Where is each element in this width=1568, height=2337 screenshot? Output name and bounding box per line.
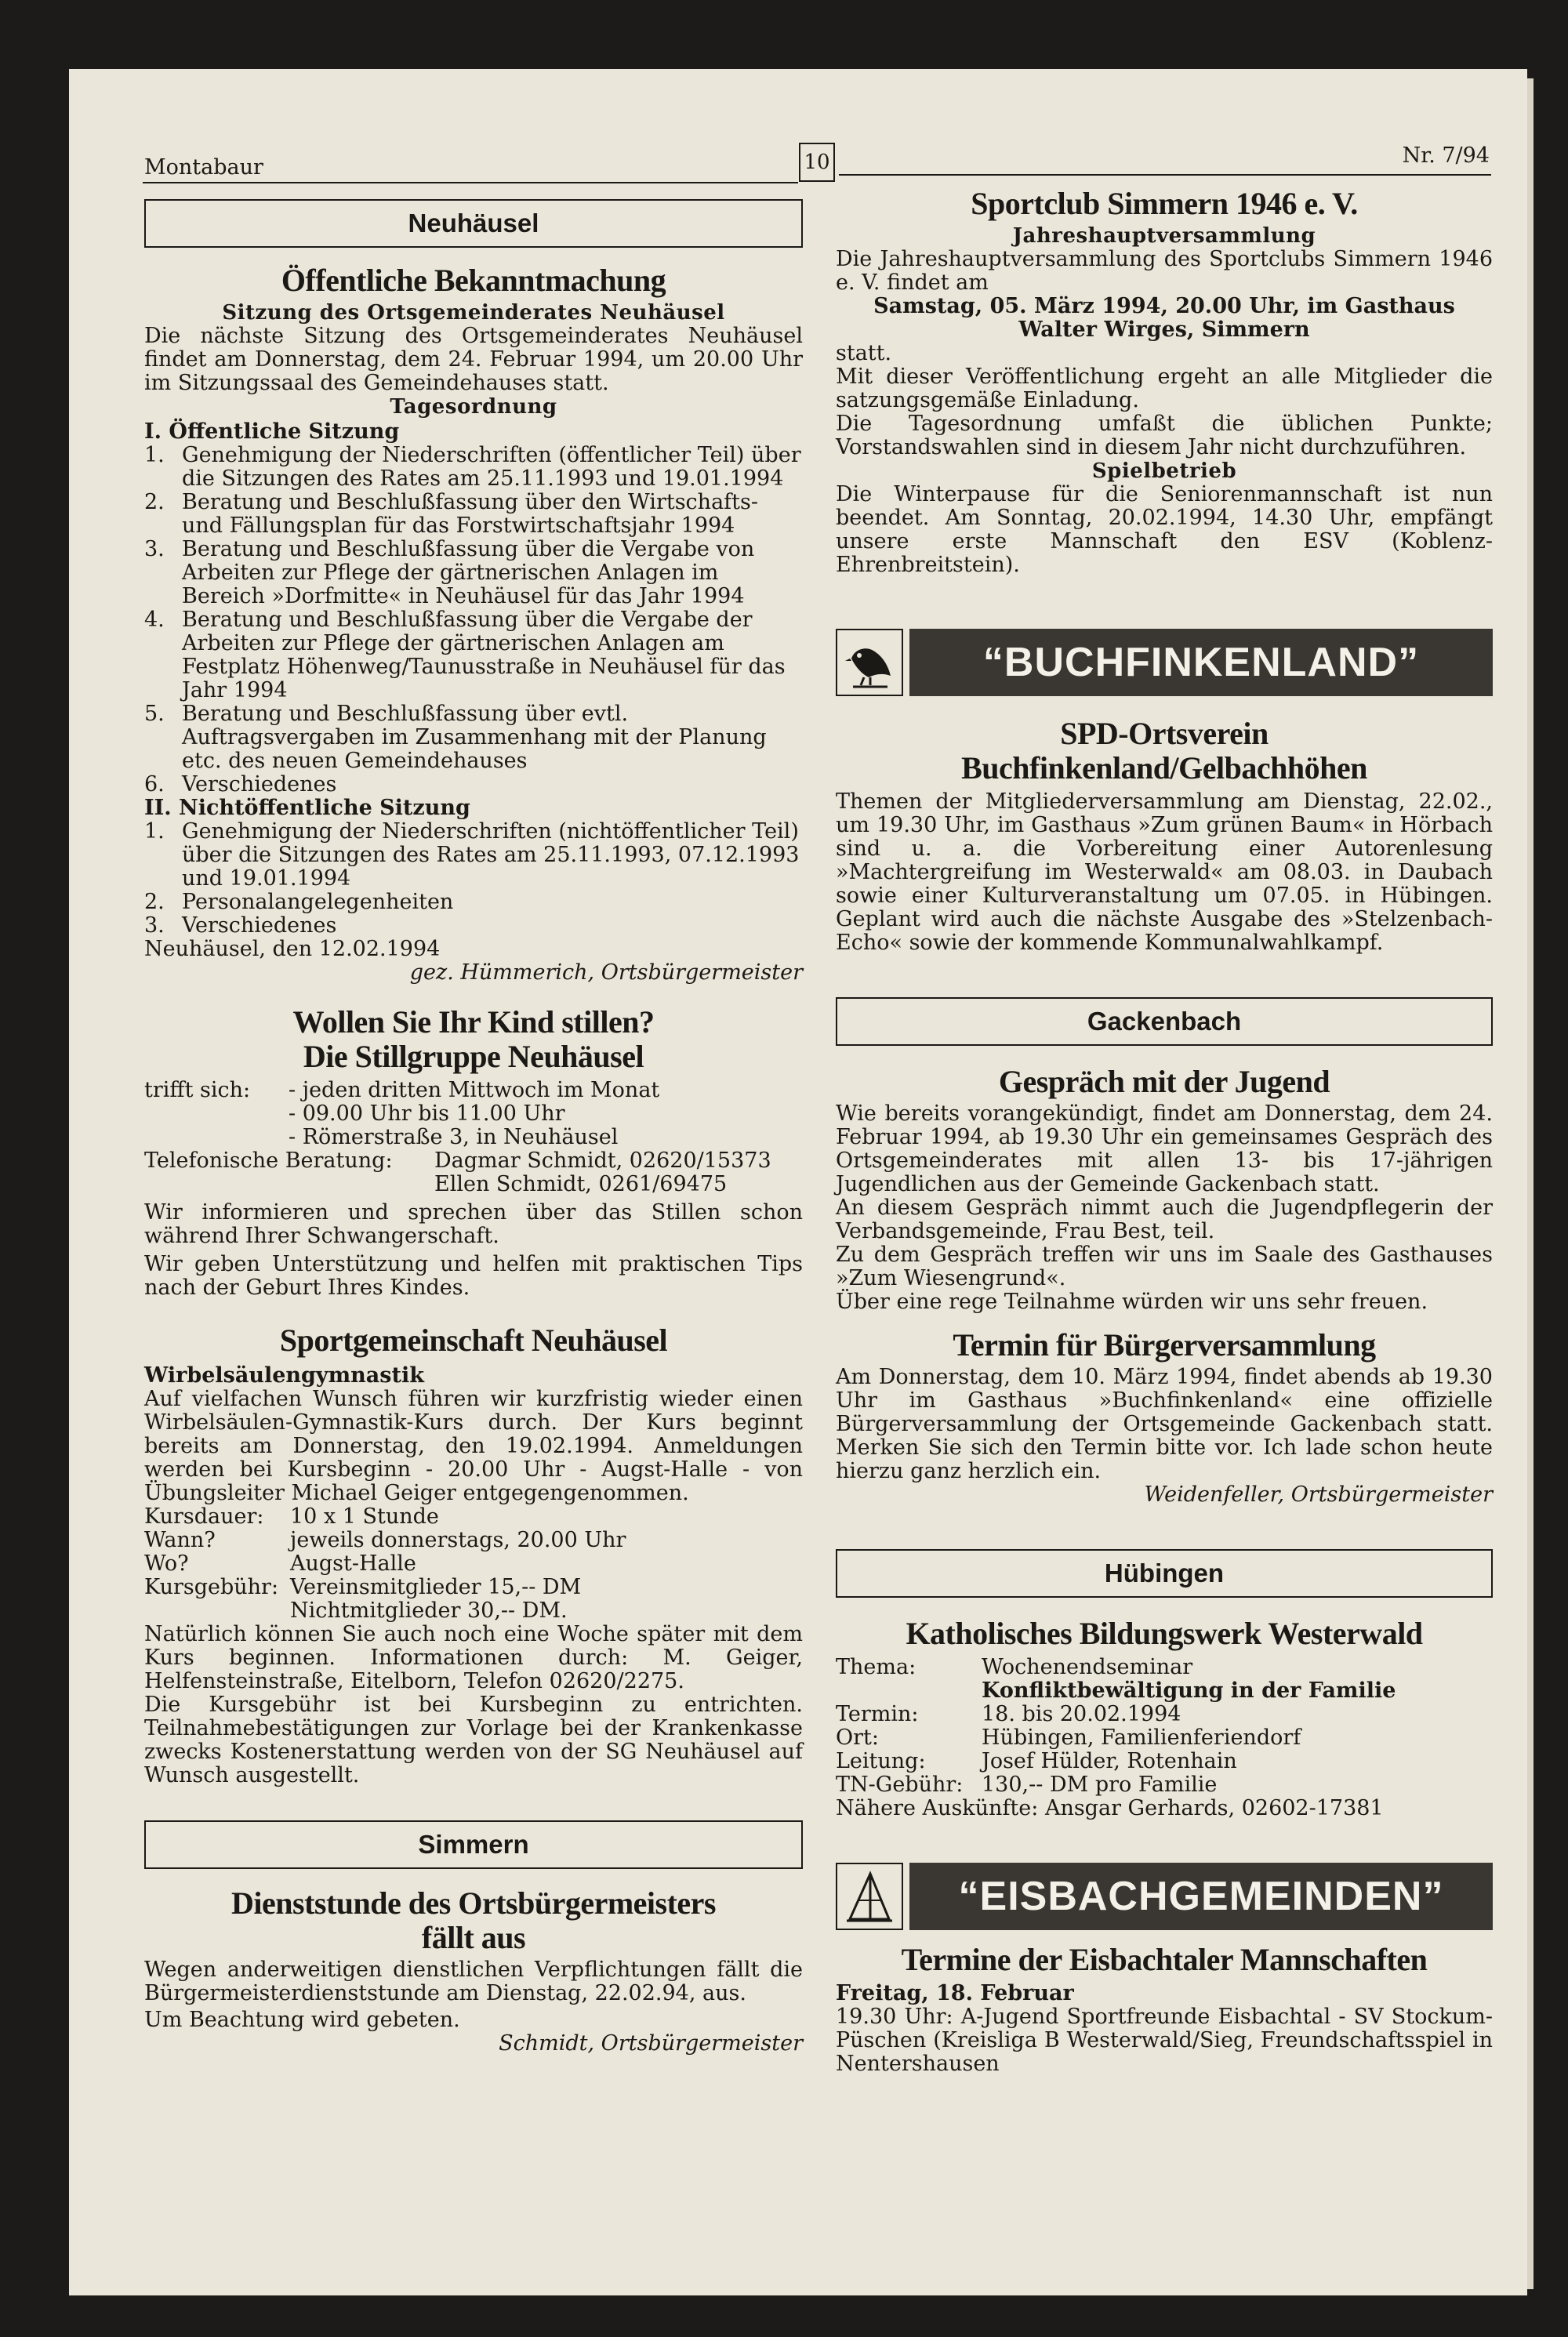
sportclub-para-2: statt. [836,341,892,365]
banner-buchfinkenland [836,629,1493,696]
sportclub-para-3: Mit dieser Veröffentlichung ergeht an alle Mitglieder die satzungsgemäße Einladung. [836,365,1493,412]
right-column [836,187,1493,2076]
kbw-row: Thema: Wochenendseminar [836,1655,1193,1679]
kbw-title: Katholisches Bildungswerk Westerwald [906,1616,1423,1651]
sport-row: Wann? jeweils donnerstags, 20.00 Uhr [144,1528,626,1552]
spd-title-2: Buchfinkenland/Gelbachhöhen [961,750,1367,786]
sport-row: Wo? Augst-Halle [144,1551,416,1576]
agenda-item: 3. Beratung und Beschlußfassung über die Vergabe von Arbeiten zur Pflege der gärtnerischen Anlagen im Bereich »Dorfmitte« in Neuhäusel für das Jahr 1994 [144,537,755,608]
private-agenda-list [144,820,803,938]
sport-row: Kursdauer: 10 x 1 Stunde [144,1504,439,1529]
banner-eisbachgemeinden [836,1863,1493,1930]
still-para-2: Wir geben Unterstützung und helfen mit praktischen Tips nach der Geburt Ihres Kindes. [144,1252,803,1300]
bird-logo-icon [836,629,903,696]
dienst-title-1: Dienststunde des Ortsbürgermeisters [231,1885,716,1921]
agenda-title: Tagesordnung [390,395,557,419]
termin-title: Termin für Bürgerversammlung [953,1327,1376,1363]
church-logo-icon [836,1863,903,1930]
sport-title: Sportgemeinschaft Neuhäusel [279,1323,668,1358]
still-meets-line: - jeden dritten Mittwoch im Monat [289,1078,660,1102]
agenda-item: 4. Beratung und Beschlußfassung über die Vergabe der Arbeiten zur Pflege der gärtnerischen Anlagen am Festplatz Höhenweg/Taunusstraße in Neuhäusel für das Jahr 1994 [144,608,786,702]
spd-title-1: SPD-Ortsverein [1060,716,1269,751]
sportclub-para-1: Die Jahreshauptversammlung des Sportclubs Simmern 1946 e. V. findet am [836,247,1493,295]
still-phones [144,1149,803,1196]
sport-para-1: Auf vielfachen Wunsch führen wir kurzfristig wieder einen Wirbelsäulen-Gymnastik-Kurs durch. Der Kurs beginnt bereits am Donnerstag, den 19.02.1994. Anmeldungen werden bei Kursbeginn - 20.00 Uhr - Augst-Halle - von Übungsleiter Michael Geiger entgegengenommen. [144,1387,803,1505]
jugend-title: Gespräch mit der Jugend [998,1064,1330,1099]
sportclub-date-line: Samstag, 05. März 1994, 20.00 Uhr, im Gasthaus Walter Wirges, Simmern [873,294,1455,342]
banner-eisbachgemeinden-text: “EISBACHGEMEINDEN” [909,1863,1493,1930]
public-agenda-list [144,444,803,797]
dienst-title-2: fällt aus [421,1920,526,1955]
jugend-para-4: Über eine rege Teilnahme würden wir uns sehr freuen. [836,1290,1428,1314]
header-rule-right [839,174,1491,176]
sportclub-para-4: Die Tagesordnung umfaßt die üblichen Punkte; Vorstandswahlen sind in diesem Jahr nicht durchzuführen. [836,412,1493,459]
eisbach-para: 19.30 Uhr: A-Jugend Sportfreunde Eisbachtal - SV Stockum-Püschen (Kreisliga B Westerwald/Sieg, Freundschaftsspiel in Nentershausen [836,2005,1493,2076]
agenda-item: 5. Beratung und Beschlußfassung über evtl. Auftragsvergaben im Zusammenhang mit der Planung etc. des neuen Gemeindehauses [144,702,767,773]
header-place: Montabaur [144,155,263,180]
agenda-item: 2. Beratung und Beschlußfassung über den Wirtschafts- und Fällungsplan für das Forstwirtschaftsjahr 1994 [144,490,758,538]
sport-row: Kursgebühr: Vereinsmitglieder 15,-- DM [144,1575,582,1599]
sport-para-2: Natürlich können Sie auch noch eine Woche später mit dem Kurs beginnen. Informationen durch: M. Geiger, Helfensteinstraße, Eitelborn, Telefon 02620/2275. [144,1622,803,1693]
dienst-para-1: Wegen anderweitigen dienstlichen Verpflichtungen fällt die Bürgermeisterdienststunde am Dienstag, 22.02.94, aus. [144,1958,803,2005]
header-rule-left [143,182,798,183]
sport-row: Nichtmitglieder 30,-- DM. [290,1599,568,1623]
kbw-row: Konfliktbewältigung in der Familie [982,1678,1396,1703]
still-phone-line: Ellen Schmidt, 0261/69475 [434,1172,728,1196]
termin-signature: Weidenfeller, Ortsbürgermeister [1144,1482,1493,1507]
eisbach-title: Termine der Eisbachtaler Mannschaften [901,1942,1428,1977]
sport-para-3: Die Kursgebühr ist bei Kursbeginn zu entrichten. Teilnahmebestätigungen zur Vorlage bei der Krankenkasse zwecks Kostenerstattung werden von der SG Neuhäusel auf Wunsch ausgestellt. [144,1693,803,1787]
notice-intro: Die nächste Sitzung des Ortsgemeinderates Neuhäusel findet am Donnerstag, dem 24. Februar 1994, um 20.00 Uhr im Sitzungssaal des Gemeindehauses statt. [144,324,803,395]
eisbach-day: Freitag, 18. Februar [836,1981,1074,2005]
still-phone-label: Telefonische Beratung: [144,1149,393,1173]
kbw-row: Leitung: Josef Hülder, Rotenhain [836,1749,1237,1773]
sportclub-para-5: Die Winterpause für die Seniorenmannschaft ist nun beendet. Am Sonntag, 20.02.1994, 14.30 Uhr, empfängt unsere erste Mannschaft den ESV (Koblenz-Ehrenbreitstein). [836,482,1493,577]
notice-subtitle: Sitzung des Ortsgemeinderates Neuhäusel [222,301,725,325]
jugend-para-3: Zu dem Gespräch treffen wir uns im Saale des Gasthauses »Zum Wiesengrund«. [836,1243,1493,1290]
still-title-2: Die Stillgruppe Neuhäusel [303,1039,644,1074]
kbw-row: TN-Gebühr: 130,-- DM pro Familie [836,1773,1218,1797]
issue-number: Nr. 7/94 [1402,143,1490,168]
section-header-gackenbach: Gackenbach [836,997,1493,1046]
jugend-para-2: An diesem Gespräch nimmt auch die Jugendpflegerin der Verbandsgemeinde, Frau Best, teil. [836,1196,1493,1243]
sport-details [144,1505,803,1623]
private-session-title: II. Nichtöffentliche Sitzung [144,796,470,820]
still-phone-line: Dagmar Schmidt, 02620/15373 [434,1149,771,1173]
spd-para: Themen der Mitgliederversammlung am Dienstag, 22.02., um 19.30 Uhr, im Gasthaus »Zum grünen Baum« in Hörbach sind u. a. die Vorbereitung einer Autorenlesung »Machtergreifung im Westerwald« am 08.03. in Daubach sowie einer Kulturveranstaltung um 07.05. in Hübingen. Geplant wird auch die nächste Ausgabe des »Stelzenbach-Echo« sowie der kommende Kommunalwahlkampf. [836,789,1493,955]
sportclub-title: Sportclub Simmern 1946 e. V. [971,186,1358,221]
dienst-para-2: Um Beachtung wird gebeten. [144,2008,460,2032]
termin-para: Am Donnerstag, dem 10. März 1994, findet abends ab 19.30 Uhr im Gasthaus »Buchfinkenland« eine offizielle Bürgerversammlung der Ortsgemeinde Gackenbach statt. Merken Sie sich den Termin bitte vor. Ich lade schon heute hierzu ganz herzlich ein. [836,1365,1493,1483]
still-meets-line: - Römerstraße 3, in Neuhäusel [289,1125,619,1149]
kbw-row: Ort: Hübingen, Familienferiendorf [836,1726,1301,1750]
notice-signature: gez. Hümmerich, Ortsbürgermeister [409,960,803,985]
still-meets [144,1079,803,1149]
public-session-title: I. Öffentliche Sitzung [144,419,400,444]
notice-date: Neuhäusel, den 12.02.1994 [144,937,441,961]
sport-subtitle: Wirbelsäulengymnastik [144,1363,424,1388]
still-meets-label: trifft sich: [144,1078,251,1102]
still-meets-line: - 09.00 Uhr bis 11.00 Uhr [289,1101,565,1126]
agenda-item: 2. Personalangelegenheiten [144,890,454,914]
jugend-para-1: Wie bereits vorangekündigt, findet am Donnerstag, dem 24. Februar 1994, ab 19.30 Uhr ein gemeinsames Gespräch des Ortsgemeinderates mit allen 13- bis 17-jährigen Jugendlichen aus der Gemeinde Gackenbach statt. [836,1101,1493,1196]
still-title-1: Wollen Sie Ihr Kind stillen? [292,1004,655,1040]
sportclub-subtitle-2: Spielbetrieb [1091,459,1237,483]
left-column [144,193,803,2056]
agenda-item: 1. Genehmigung der Niederschriften (öffentlicher Teil) über die Sitzungen des Rates am 25.11.1993 und 19.01.1994 [144,443,801,491]
agenda-item: 3. Verschiedenes [144,913,337,938]
section-header-simmern: Simmern [144,1820,803,1869]
page-edge [1527,78,1534,2289]
kbw-details [836,1656,1493,1797]
notice-title: Öffentliche Bekanntmachung [281,263,666,298]
agenda-item: 6. Verschiedenes [144,772,337,797]
kbw-footer: Nähere Auskünfte: Ansgar Gerhards, 02602-17381 [836,1796,1384,1820]
agenda-item: 1. Genehmigung der Niederschriften (nichtöffentlicher Teil) über die Sitzungen des Rates am 25.11.1993, 07.12.1993 und 19.01.1994 [144,819,800,891]
section-header-neuhaeusel: Neuhäusel [144,199,803,248]
dienst-signature: Schmidt, Ortsbürgermeister [499,2031,803,2056]
still-para-1: Wir informieren und sprechen über das Stillen schon während Ihrer Schwangerschaft. [144,1200,803,1248]
banner-buchfinkenland-text: “BUCHFINKENLAND” [909,629,1493,696]
page-number: 10 [799,143,835,182]
section-header-huebingen: Hübingen [836,1549,1493,1598]
kbw-row: Termin: 18. bis 20.02.1994 [836,1702,1181,1726]
sportclub-subtitle: Jahreshauptversammlung [1012,224,1316,248]
